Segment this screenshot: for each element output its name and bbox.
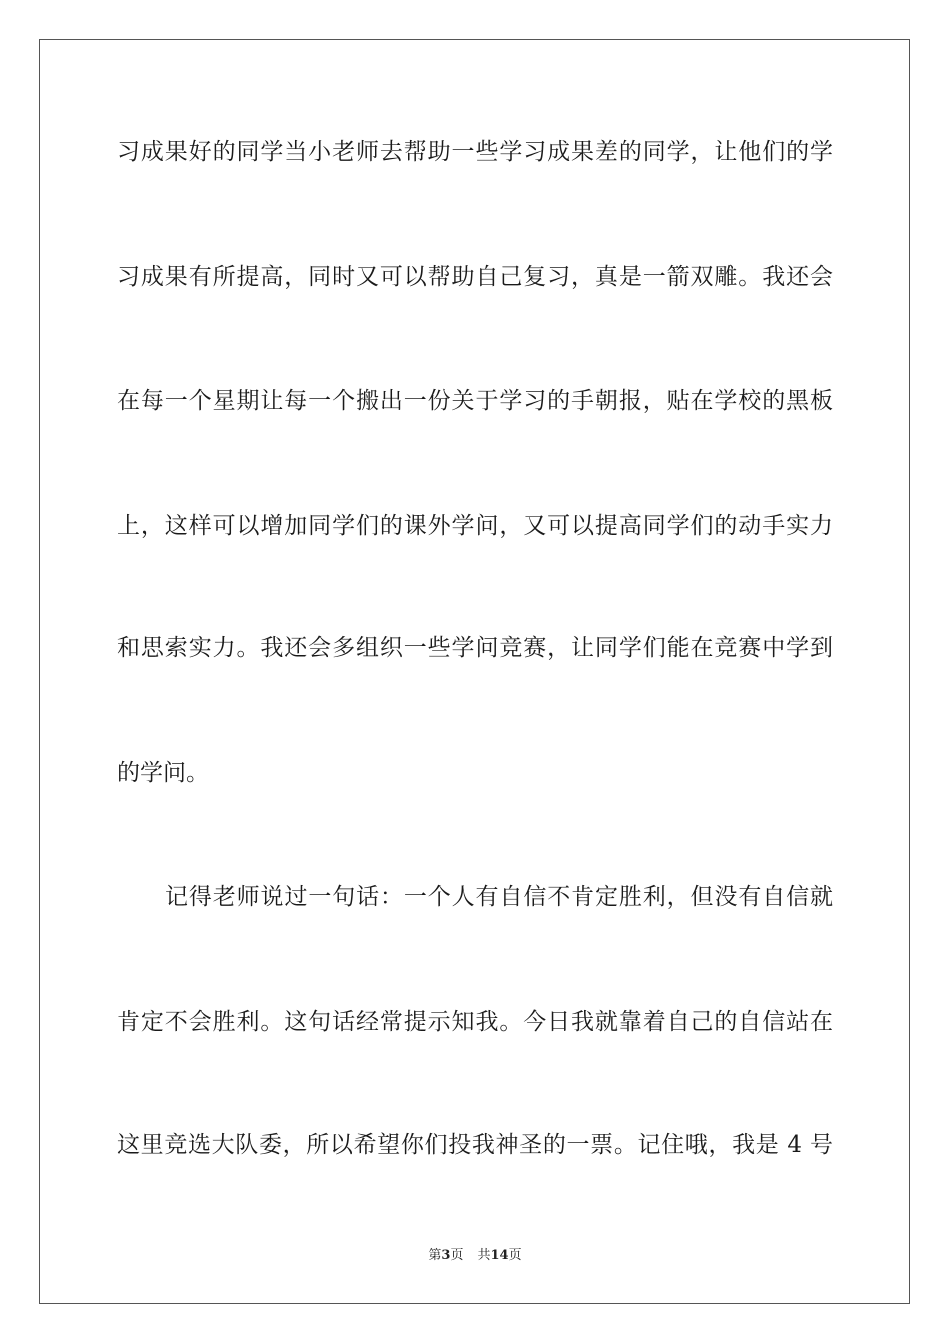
body-text-line-4: 上，这样可以增加同学们的课外学问，又可以提高同学们的动手实力 <box>117 513 833 539</box>
body-text-line-2: 习成果有所提高，同时又可以帮助自己复习，真是一箭双雕。我还会 <box>117 264 833 290</box>
body-text-line-7: 记得老师说过一句话：一个人有自信不肯定胜利，但没有自信就 <box>165 884 833 910</box>
page-footer <box>0 1247 950 1265</box>
body-text-line-3: 在每一个星期让每一个搬出一份关于学习的手朝报，贴在学校的黑板 <box>117 388 833 414</box>
body-text-line-8: 肯定不会胜利。这句话经常提示知我。今日我就靠着自己的自信站在 <box>117 1009 833 1035</box>
body-text-line-5: 和思索实力。我还会多组织一些学问竞赛，让同学们能在竞赛中学到 <box>117 635 833 661</box>
page-number-suffix: 页 <box>450 1248 464 1263</box>
page-number-current: 3 <box>441 1248 451 1263</box>
body-text-line-9: 这里竞选大队委，所以希望你们投我神圣的一票。记住哦，我是 4 号 <box>117 1132 833 1158</box>
page-number-total: 14 <box>490 1248 509 1263</box>
body-text-line-1: 习成果好的同学当小老师去帮助一些学习成果差的同学，让他们的学 <box>117 139 833 165</box>
page-total-prefix: 共 <box>477 1248 491 1263</box>
page-total-suffix: 页 <box>508 1248 522 1263</box>
page-border <box>39 39 910 1304</box>
body-text-line-6: 的学问。 <box>117 760 209 786</box>
page-number-prefix: 第 <box>428 1248 442 1263</box>
